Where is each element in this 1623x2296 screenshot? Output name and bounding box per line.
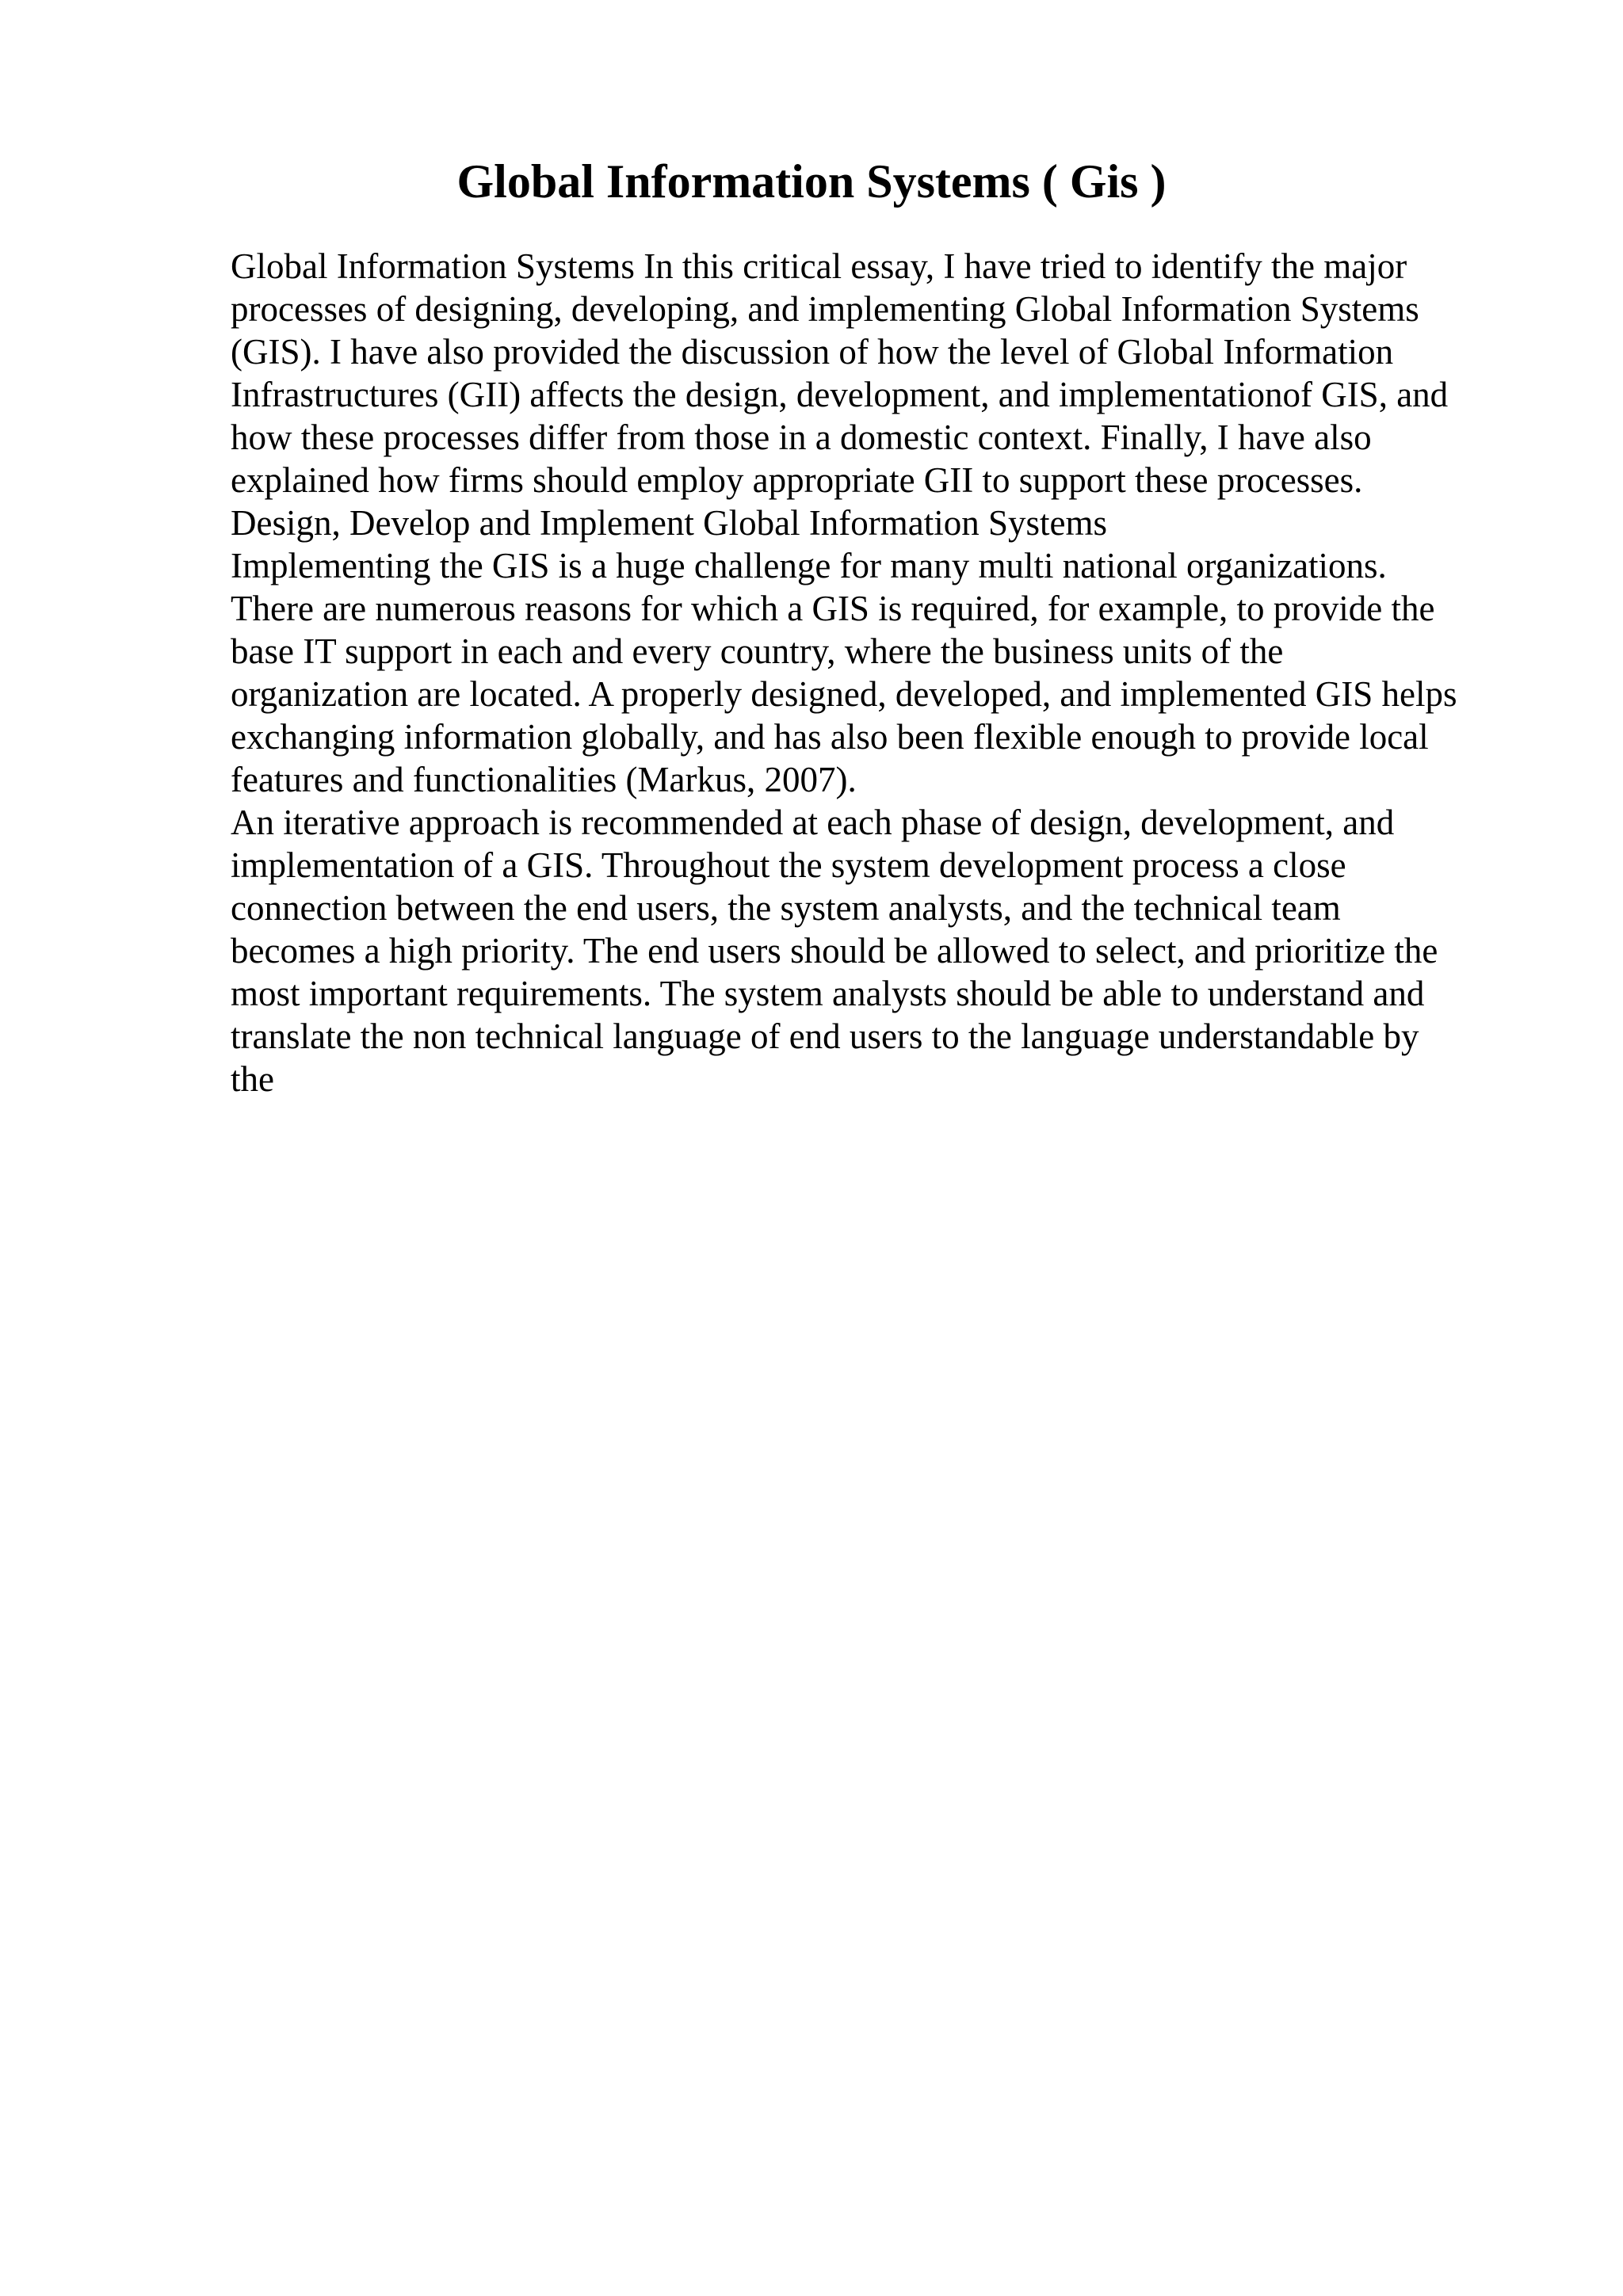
document-body xyxy=(231,245,1530,1100)
body-line: exchanging information globally, and has also been flexible enough to provide local xyxy=(231,717,1429,757)
body-line: Global Information Systems In this critical essay, I have tried to identify the major xyxy=(231,246,1407,286)
body-line: implementation of a GIS. Throughout the system development process a close xyxy=(231,845,1346,885)
body-line: connection between the end users, the system analysts, and the technical team xyxy=(231,888,1341,928)
body-line: base IT support in each and every country, where the business units of the xyxy=(231,631,1284,671)
body-line: Implementing the GIS is a huge challenge for many multi national organizations. xyxy=(231,546,1387,585)
body-line: There are numerous reasons for which a GIS is required, for example, to provide the xyxy=(231,589,1435,628)
body-line: becomes a high priority. The end users should be allowed to select, and prioritize the xyxy=(231,931,1438,971)
body-line: the xyxy=(231,1059,274,1099)
body-line: features and functionalities (Markus, 2007). xyxy=(231,760,857,799)
body-line: processes of designing, developing, and implementing Global Information Systems xyxy=(231,289,1419,329)
body-line: Infrastructures (GII) affects the design, development, and implementationof GIS, and xyxy=(231,375,1449,414)
document-title: Global Information Systems ( Gis ) xyxy=(456,155,1167,208)
body-line: how these processes differ from those in a domestic context. Finally, I have also xyxy=(231,418,1372,457)
section-heading: Design, Develop and Implement Global Information Systems xyxy=(231,503,1108,543)
body-line: (GIS). I have also provided the discussion of how the level of Global Information xyxy=(231,332,1394,372)
body-line: organization are located. A properly designed, developed, and implemented GIS helps xyxy=(231,674,1457,714)
body-line: An iterative approach is recommended at each phase of design, development, and xyxy=(231,803,1395,842)
body-line: most important requirements. The system analysts should be able to understand and xyxy=(231,974,1425,1013)
body-line: translate the non technical language of end users to the language understandable by xyxy=(231,1016,1419,1056)
body-line: explained how firms should employ appropriate GII to support these processes. xyxy=(231,460,1363,500)
